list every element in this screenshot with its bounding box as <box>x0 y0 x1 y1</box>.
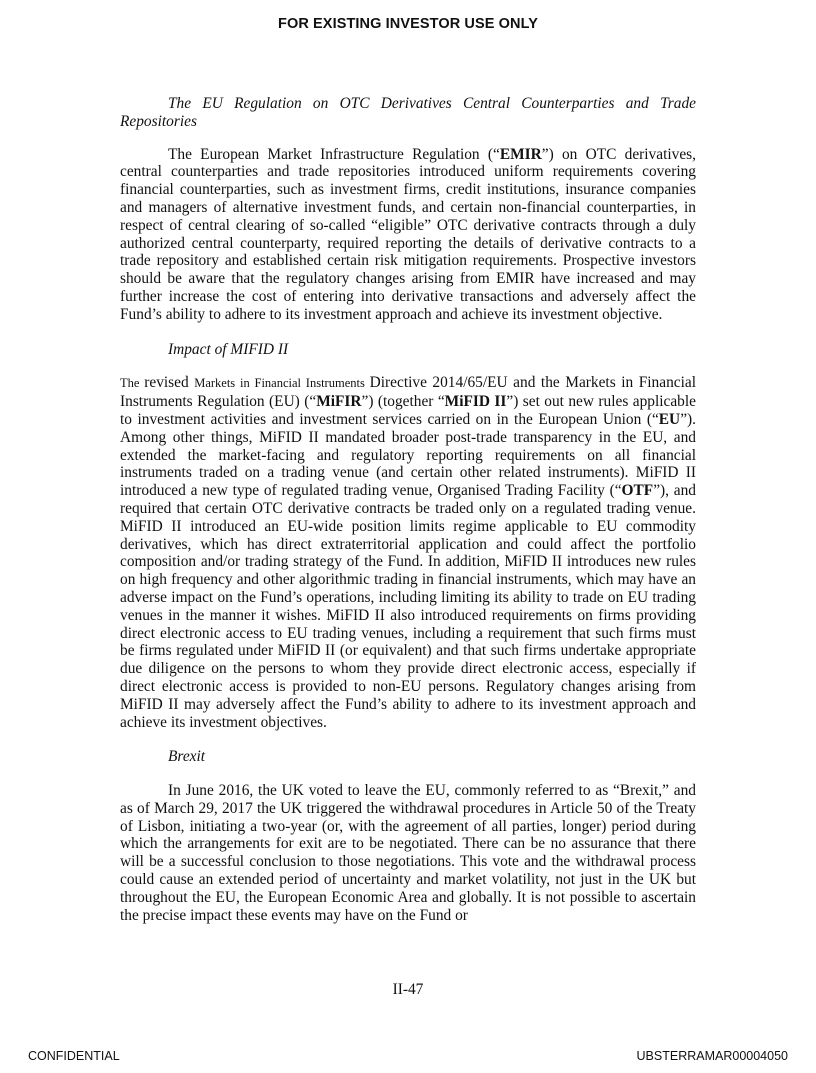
mifid-small-1: The <box>120 376 145 391</box>
mifid-word-revised: revised <box>144 374 195 392</box>
document-body <box>120 95 696 941</box>
mifid-paragraph <box>120 374 696 731</box>
term-mifir: MiFIR <box>316 393 362 411</box>
emir-text-1: The European Market Infrastructure Regulation (“ <box>168 145 500 163</box>
brexit-heading: Brexit <box>168 748 206 766</box>
footer-confidential: CONFIDENTIAL <box>28 1049 120 1063</box>
page-number: II-47 <box>392 981 424 998</box>
mifid-text-4: ”). Among other things, MiFID II mandated broader post-trade transparency in the EU, and extended the market-facing and regulatory reporting requirements on all financial instruments traded on a trading venue (and certain other related instruments). MiFID II introduced a new type of regulated trading venue, Organised Trading Facility (“ <box>120 410 696 500</box>
mifid-heading: Impact of MIFID II <box>168 340 289 358</box>
footer-bates-number: UBSTERRAMAR00004050 <box>636 1049 788 1063</box>
emir-text-2: ”) on OTC derivatives, central counterparties and trade repositories introduced uniform requirements covering financial counterparties, such as investment firms, credit institutions, insurance companies and managers of alternative investment funds, and certain non-financial counterparties, in respect of central clearing of so-called “eligible” OTC derivative contracts through a duly authorized central counterparty, required reporting the details of derivative contracts to a trade repository and established certain risk mitigation requirements. Prospective investors should be aware that the regulatory changes arising from EMIR have increased and may further increase the cost of entering into derivative transactions and adversely affect the Fund’s ability to adhere to its investment approach and achieve its investment objective. <box>120 145 696 323</box>
confidentiality-banner: FOR EXISTING INVESTOR USE ONLY <box>277 16 539 32</box>
emir-paragraph <box>120 146 696 324</box>
term-emir: EMIR <box>499 145 542 163</box>
mifid-text-5: ”), and required that certain OTC derivative contracts be traded only on a regulated trading venue. MiFID II introduced an EU-wide position limits regime applicable to EU commodity derivatives, which has direct extraterritorial application and could affect the portfolio composition and/or trading strategy of the Fund. In addition, MiFID II introduces new rules on high frequency and other algorithmic trading in financial instruments, which may have an adverse impact on the Fund’s operations, including limiting its ability to trade on EU trading venues in the manner it wishes. MiFID II also introduced requirements on firms providing direct electronic access to EU trading venues, including a requirement that such firms must be firms regulated under MiFID II (or equivalent) and that such firms undertake appropriate due diligence on the persons to whom they provide direct electronic access, especially if direct electronic access is provided to non-EU persons. Regulatory changes arising from MiFID II may adversely affect the Fund’s ability to adhere to its investment approach and achieve its investment objectives. <box>120 482 696 731</box>
term-otf: OTF <box>621 482 654 500</box>
term-eu: EU <box>658 410 681 428</box>
brexit-paragraph: In June 2016, the UK voted to leave the EU, commonly referred to as “Brexit,” and as of March 29, 2017 the UK triggered the withdrawal procedures in Article 50 of the Treaty of Lisbon, initiating a two-year (or, with the agreement of all parties, longer) period during which the arrangements for exit are to be negotiated. There can be no assurance that there will be a successful conclusion to those negotiations. This vote and the withdrawal process could cause an extended period of uncertainty and market volatility, not just in the UK but throughout the EU, the European Economic Area and globally. It is not possible to ascertain the precise impact these events may have on the Fund or <box>120 782 696 924</box>
emir-heading: The EU Regulation on OTC Derivatives Central Counterparties and Trade Repositories <box>120 95 696 130</box>
mifid-text-2: ”) (together “ <box>361 393 445 411</box>
term-mifid: MiFID II <box>444 393 507 411</box>
mifid-text-3: ”) set out new rules applicable to investment activities and investment services carried on in the European Union (“ <box>120 393 696 428</box>
mifid-small-2: Markets in Financial Instruments <box>194 376 370 391</box>
mifid-text-1: Directive 2014/65/EU and the Markets in Financial Instruments Regulation (EU) (“ <box>120 374 696 411</box>
